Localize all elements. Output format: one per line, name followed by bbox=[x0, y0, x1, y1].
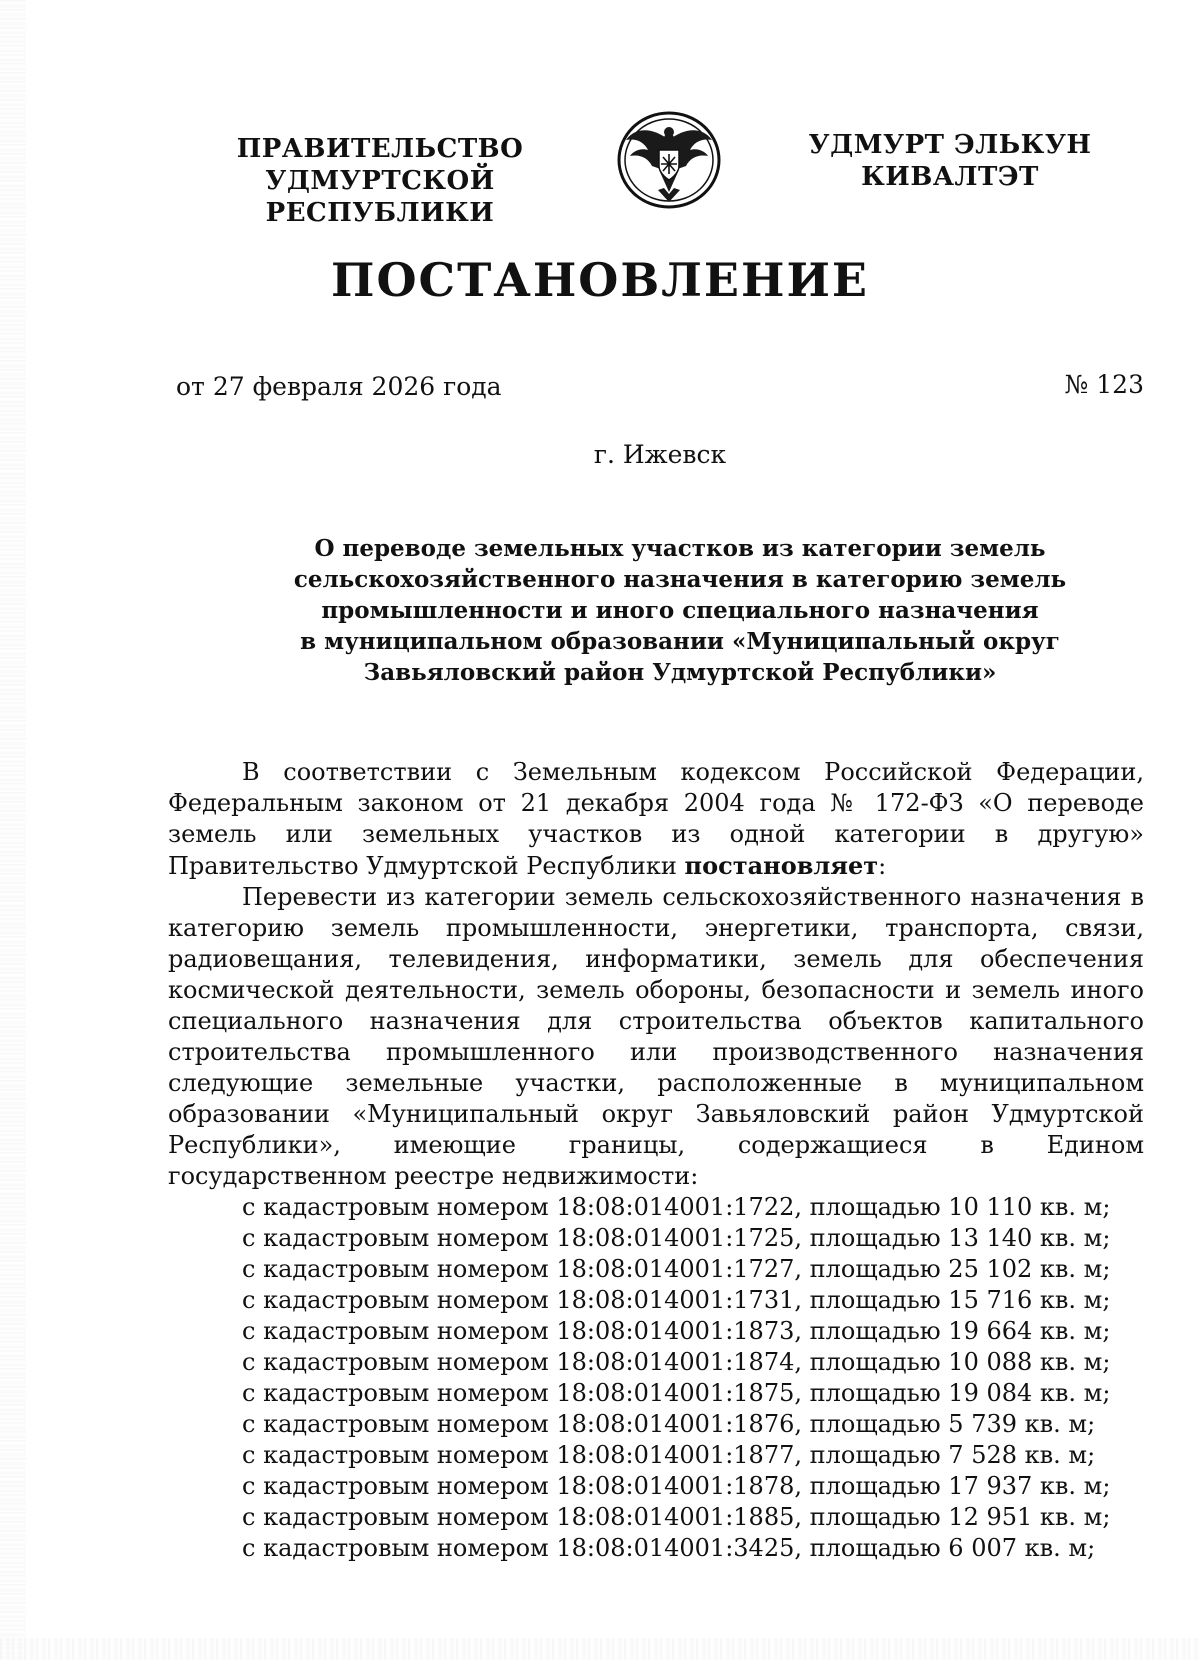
issuer-line: УДМУРТ ЭЛЬКУН bbox=[808, 130, 1092, 160]
issuer-line: КИВАЛТЭТ bbox=[861, 162, 1039, 192]
coat-of-arms-icon bbox=[614, 110, 724, 210]
issuer-name-russian bbox=[160, 133, 600, 229]
document-number: № 123 bbox=[1064, 370, 1144, 399]
parcel-item: с кадастровым номером 18:08:014001:1722, площадью 10 110 кв. м; bbox=[242, 1193, 1111, 1221]
parcel-item: с кадастровым номером 18:08:014001:1877, площадью 7 528 кв. м; bbox=[242, 1441, 1096, 1469]
parcel-item: с кадастровым номером 18:08:014001:1876, площадью 5 739 кв. м; bbox=[242, 1410, 1096, 1438]
issuer-line: ПРАВИТЕЛЬСТВО bbox=[236, 134, 524, 164]
parcel-item: с кадастровым номером 18:08:014001:1878, площадью 17 937 кв. м; bbox=[242, 1472, 1111, 1500]
issuer-name-udmurt bbox=[800, 129, 1100, 193]
preamble-paragraph bbox=[168, 757, 1144, 882]
parcel-item: с кадастровым номером 18:08:014001:1727, площадью 25 102 кв. м; bbox=[242, 1255, 1111, 1283]
parcel-item: с кадастровым номером 18:08:014001:3425, площадью 6 007 кв. м; bbox=[242, 1534, 1096, 1562]
preamble-tail: : bbox=[878, 852, 887, 880]
subject-line: Завьяловский район Удмуртской Республики» bbox=[363, 659, 997, 686]
document-city: г. Ижевск bbox=[593, 440, 727, 469]
parcel-item: с кадастровым номером 18:08:014001:1874, площадью 10 088 кв. м; bbox=[242, 1348, 1111, 1376]
subject-line: в муниципальном образовании «Муниципальный округ bbox=[300, 628, 1060, 655]
subject-line: О переводе земельных участков из категории земель bbox=[314, 535, 1046, 562]
parcel-item: с кадастровым номером 18:08:014001:1873, площадью 19 664 кв. м; bbox=[242, 1317, 1111, 1345]
document-body bbox=[168, 757, 1144, 1564]
subject-line: промышленности и иного специального назначения bbox=[321, 597, 1039, 624]
document-subject bbox=[250, 533, 1110, 688]
parcel-item: с кадастровым номером 18:08:014001:1885, площадью 12 951 кв. м; bbox=[242, 1503, 1111, 1531]
decision-paragraph: Перевести из категории земель сельскохозяйственного назначения в категорию земель промышленности, энергетики, транспорта, связи, радиовещания, телевидения, информатики, земель для обеспечения космической деятельности, земель обороны, безопасности и земель иного специального назначения для строительства объектов капитального строительства промышленного или производственного назначения следующие земельные участки, расположенные в муниципальном образовании «Муниципальный округ Завьяловский район Удмуртской Республики», имеющие границы, содержащиеся в Едином государственном реестре недвижимости: bbox=[168, 883, 1144, 1190]
parcel-item: с кадастровым номером 18:08:014001:1725, площадью 13 140 кв. м; bbox=[242, 1224, 1111, 1252]
scan-edge-bottom bbox=[0, 1638, 1200, 1660]
issuer-line: УДМУРТСКОЙ РЕСПУБЛИКИ bbox=[265, 166, 495, 228]
scan-edge-left bbox=[0, 0, 26, 1660]
document-date: от 27 февраля 2026 года bbox=[176, 372, 502, 401]
parcel-list bbox=[168, 1192, 1144, 1564]
preamble-text: В соответствии с Земельным кодексом Российской Федерации, Федеральным законом от 21 декабря 2004 года № 172-ФЗ «О переводе земель или земельных участков из одной категории в другую» Правительство Удмуртской Республики bbox=[168, 758, 1144, 880]
document-type-title: ПОСТАНОВЛЕНИЕ bbox=[331, 253, 869, 307]
parcel-item: с кадастровым номером 18:08:014001:1731, площадью 15 716 кв. м; bbox=[242, 1286, 1111, 1314]
subject-line: сельскохозяйственного назначения в категорию земель bbox=[293, 566, 1067, 593]
preamble-emphasis: постановляет bbox=[684, 851, 879, 880]
parcel-item: с кадастровым номером 18:08:014001:1875, площадью 19 084 кв. м; bbox=[242, 1379, 1111, 1407]
